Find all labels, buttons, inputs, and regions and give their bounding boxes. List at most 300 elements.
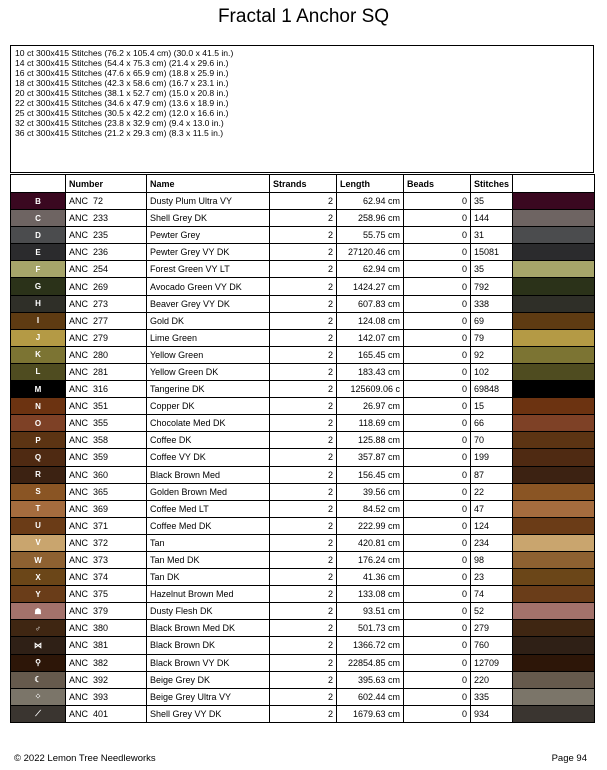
brand-label: ANC	[69, 674, 89, 685]
name-cell: Avocado Green VY DK	[147, 278, 270, 295]
color-swatch	[513, 346, 595, 363]
stitches-cell: 279	[471, 620, 513, 637]
strands-cell: 2	[270, 551, 337, 568]
color-swatch	[513, 363, 595, 380]
symbol-cell: T	[11, 500, 66, 517]
length-cell: 183.43 cm	[337, 363, 404, 380]
table-row	[11, 278, 595, 295]
thread-number: 316	[93, 384, 109, 395]
strands-cell: 2	[270, 705, 337, 722]
length-cell: 39.56 cm	[337, 483, 404, 500]
page-number: Page 94	[551, 753, 587, 764]
thread-number: 379	[93, 606, 109, 617]
thread-number: 358	[93, 435, 109, 446]
brand-label: ANC	[69, 196, 89, 207]
color-swatch	[513, 415, 595, 432]
thread-number: 401	[93, 708, 109, 719]
name-cell: Beige Grey Ultra VY	[147, 688, 270, 705]
length-cell: 125.88 cm	[337, 432, 404, 449]
length-cell: 55.75 cm	[337, 227, 404, 244]
symbol-cell: ☗	[11, 603, 66, 620]
symbol-cell: W	[11, 551, 66, 568]
strands-header: Strands	[270, 175, 337, 193]
beads-cell: 0	[404, 312, 471, 329]
symbol-cell: ⟋	[11, 705, 66, 722]
symbol-cell: J	[11, 329, 66, 346]
name-cell: Coffee DK	[147, 432, 270, 449]
beads-cell: 0	[404, 398, 471, 415]
color-swatch	[513, 517, 595, 534]
name-cell: Hazelnut Brown Med	[147, 586, 270, 603]
number-cell	[66, 654, 147, 671]
thread-number: 269	[93, 281, 109, 292]
color-swatch	[513, 586, 595, 603]
symbol-cell: G	[11, 278, 66, 295]
beads-cell: 0	[404, 193, 471, 210]
length-cell: 41.36 cm	[337, 569, 404, 586]
strands-cell: 2	[270, 534, 337, 551]
symbol-cell: K	[11, 346, 66, 363]
name-cell: Shell Grey VY DK	[147, 705, 270, 722]
color-swatch	[513, 534, 595, 551]
symbol-cell: ☾	[11, 671, 66, 688]
length-cell: 165.45 cm	[337, 346, 404, 363]
table-row	[11, 261, 595, 278]
name-cell: Tan DK	[147, 569, 270, 586]
length-cell: 118.69 cm	[337, 415, 404, 432]
name-cell: Gold DK	[147, 312, 270, 329]
fabric-size-line: 14 ct 300x415 Stitches (54.4 x 75.3 cm) (21.4 x 29.6 in.)	[15, 58, 229, 68]
strands-cell: 2	[270, 517, 337, 534]
strands-cell: 2	[270, 500, 337, 517]
symbol-cell: ⚲	[11, 654, 66, 671]
number-cell	[66, 688, 147, 705]
beads-cell: 0	[404, 534, 471, 551]
length-cell: 420.81 cm	[337, 534, 404, 551]
number-cell	[66, 415, 147, 432]
brand-label: ANC	[69, 401, 89, 412]
number-cell	[66, 551, 147, 568]
strands-cell: 2	[270, 363, 337, 380]
length-cell: 27120.46 cm	[337, 244, 404, 261]
thread-number: 235	[93, 230, 109, 241]
table-row	[11, 586, 595, 603]
strands-cell: 2	[270, 449, 337, 466]
name-cell: Dusty Plum Ultra VY	[147, 193, 270, 210]
brand-label: ANC	[69, 281, 89, 292]
beads-cell: 0	[404, 705, 471, 722]
length-cell: 124.08 cm	[337, 312, 404, 329]
length-cell: 395.63 cm	[337, 671, 404, 688]
color-swatch	[513, 483, 595, 500]
length-cell: 142.07 cm	[337, 329, 404, 346]
length-cell: 156.45 cm	[337, 466, 404, 483]
strands-cell: 2	[270, 312, 337, 329]
stitches-cell: 92	[471, 346, 513, 363]
name-cell: Black Brown VY DK	[147, 654, 270, 671]
number-cell	[66, 210, 147, 227]
strands-cell: 2	[270, 227, 337, 244]
name-cell: Coffee VY DK	[147, 449, 270, 466]
fabric-size-line: 36 ct 300x415 Stitches (21.2 x 29.3 cm) (8.3 x 11.5 in.)	[15, 128, 224, 138]
stitches-cell: 15081	[471, 244, 513, 261]
number-cell	[66, 278, 147, 295]
color-swatch	[513, 688, 595, 705]
table-row	[11, 569, 595, 586]
symbol-cell: O	[11, 415, 66, 432]
beads-cell: 0	[404, 603, 471, 620]
strands-cell: 2	[270, 654, 337, 671]
brand-label: ANC	[69, 572, 89, 583]
brand-label: ANC	[69, 623, 89, 634]
beads-cell: 0	[404, 500, 471, 517]
thread-number: 374	[93, 572, 109, 583]
thread-number: 381	[93, 640, 109, 651]
beads-cell: 0	[404, 244, 471, 261]
table-row	[11, 312, 595, 329]
length-cell: 125609.06 c	[337, 381, 404, 398]
beads-cell: 0	[404, 654, 471, 671]
name-cell: Tan	[147, 534, 270, 551]
table-row	[11, 603, 595, 620]
stitches-cell: 52	[471, 603, 513, 620]
length-cell: 222.99 cm	[337, 517, 404, 534]
table-row	[11, 329, 595, 346]
beads-cell: 0	[404, 449, 471, 466]
brand-label: ANC	[69, 640, 89, 651]
brand-label: ANC	[69, 349, 89, 360]
stitches-cell: 23	[471, 569, 513, 586]
number-cell	[66, 295, 147, 312]
beads-cell: 0	[404, 210, 471, 227]
brand-label: ANC	[69, 606, 89, 617]
name-cell: Black Brown Med DK	[147, 620, 270, 637]
strands-cell: 2	[270, 637, 337, 654]
color-swatch	[513, 500, 595, 517]
color-swatch	[513, 193, 595, 210]
beads-cell: 0	[404, 381, 471, 398]
number-cell	[66, 227, 147, 244]
name-cell: Coffee Med LT	[147, 500, 270, 517]
brand-label: ANC	[69, 589, 89, 600]
number-cell	[66, 381, 147, 398]
thread-number: 365	[93, 486, 109, 497]
table-header-row	[11, 175, 595, 193]
symbol-cell: X	[11, 569, 66, 586]
stitches-cell: 199	[471, 449, 513, 466]
number-cell	[66, 329, 147, 346]
name-cell: Lime Green	[147, 329, 270, 346]
stitches-cell: 87	[471, 466, 513, 483]
stitches-cell: 335	[471, 688, 513, 705]
strands-cell: 2	[270, 278, 337, 295]
stitches-cell: 15	[471, 398, 513, 415]
brand-label: ANC	[69, 213, 89, 224]
name-cell: Coffee Med DK	[147, 517, 270, 534]
length-cell: 602.44 cm	[337, 688, 404, 705]
brand-label: ANC	[69, 366, 89, 377]
symbol-cell: Q	[11, 449, 66, 466]
color-swatch	[513, 449, 595, 466]
beads-cell: 0	[404, 466, 471, 483]
copyright-text: © 2022 Lemon Tree Needleworks	[14, 753, 156, 764]
stitches-cell: 79	[471, 329, 513, 346]
stitches-cell: 234	[471, 534, 513, 551]
table-row	[11, 193, 595, 210]
thread-number: 233	[93, 213, 109, 224]
thread-number: 355	[93, 418, 109, 429]
strands-cell: 2	[270, 483, 337, 500]
beads-cell: 0	[404, 569, 471, 586]
length-cell: 258.96 cm	[337, 210, 404, 227]
fabric-size-line: 25 ct 300x415 Stitches (30.5 x 42.2 cm) (12.0 x 16.6 in.)	[15, 108, 229, 118]
number-cell	[66, 517, 147, 534]
thread-number: 359	[93, 452, 109, 463]
color-swatch	[513, 432, 595, 449]
color-swatch	[513, 329, 595, 346]
fabric-size-line: 18 ct 300x415 Stitches (42.3 x 58.6 cm) (16.7 x 23.1 in.)	[15, 78, 229, 88]
color-swatch	[513, 398, 595, 415]
length-cell: 1679.63 cm	[337, 705, 404, 722]
color-swatch	[513, 603, 595, 620]
stitches-cell: 220	[471, 671, 513, 688]
brand-label: ANC	[69, 469, 89, 480]
table-row	[11, 705, 595, 722]
name-cell: Forest Green VY LT	[147, 261, 270, 278]
thread-number: 382	[93, 657, 109, 668]
beads-cell: 0	[404, 432, 471, 449]
thread-number: 360	[93, 469, 109, 480]
stitches-cell: 35	[471, 193, 513, 210]
length-cell: 176.24 cm	[337, 551, 404, 568]
brand-label: ANC	[69, 247, 89, 258]
strands-cell: 2	[270, 671, 337, 688]
thread-number: 371	[93, 520, 109, 531]
symbol-cell: U	[11, 517, 66, 534]
table-row	[11, 671, 595, 688]
table-row	[11, 432, 595, 449]
number-cell	[66, 466, 147, 483]
stitches-cell: 69848	[471, 381, 513, 398]
beads-cell: 0	[404, 346, 471, 363]
color-swatch	[513, 295, 595, 312]
symbol-cell: E	[11, 244, 66, 261]
beads-cell: 0	[404, 329, 471, 346]
symbol-cell: Y	[11, 586, 66, 603]
fabric-size-line: 32 ct 300x415 Stitches (23.8 x 32.9 cm) (9.4 x 13.0 in.)	[15, 118, 224, 128]
number-cell	[66, 569, 147, 586]
brand-label: ANC	[69, 332, 89, 343]
beads-cell: 0	[404, 637, 471, 654]
number-cell	[66, 449, 147, 466]
length-cell: 62.94 cm	[337, 261, 404, 278]
name-header: Name	[147, 175, 270, 193]
length-header: Length	[337, 175, 404, 193]
strands-cell: 2	[270, 586, 337, 603]
number-cell	[66, 432, 147, 449]
brand-label: ANC	[69, 264, 89, 275]
stitches-cell: 934	[471, 705, 513, 722]
thread-number: 280	[93, 349, 109, 360]
number-cell	[66, 603, 147, 620]
length-cell: 501.73 cm	[337, 620, 404, 637]
length-cell: 84.52 cm	[337, 500, 404, 517]
name-cell: Black Brown DK	[147, 637, 270, 654]
number-cell	[66, 483, 147, 500]
table-row	[11, 346, 595, 363]
table-row	[11, 637, 595, 654]
table-row	[11, 398, 595, 415]
strands-cell: 2	[270, 329, 337, 346]
table-row	[11, 551, 595, 568]
table-row	[11, 620, 595, 637]
name-cell: Black Brown Med	[147, 466, 270, 483]
fabric-size-line: 20 ct 300x415 Stitches (38.1 x 52.7 cm) (15.0 x 20.8 in.)	[15, 88, 229, 98]
thread-number: 393	[93, 691, 109, 702]
length-cell: 133.08 cm	[337, 586, 404, 603]
stitches-cell: 98	[471, 551, 513, 568]
symbol-cell: H	[11, 295, 66, 312]
brand-label: ANC	[69, 435, 89, 446]
table-row	[11, 466, 595, 483]
beads-header: Beads	[404, 175, 471, 193]
thread-legend-table	[10, 174, 595, 723]
beads-cell: 0	[404, 688, 471, 705]
beads-cell: 0	[404, 415, 471, 432]
thread-number: 392	[93, 674, 109, 685]
table-row	[11, 381, 595, 398]
fabric-sizes-box	[10, 45, 594, 173]
symbol-cell: S	[11, 483, 66, 500]
strands-cell: 2	[270, 295, 337, 312]
color-swatch	[513, 210, 595, 227]
color-swatch	[513, 312, 595, 329]
thread-number: 273	[93, 298, 109, 309]
thread-number: 375	[93, 589, 109, 600]
symbol-cell: R	[11, 466, 66, 483]
length-cell: 357.87 cm	[337, 449, 404, 466]
stitches-cell: 124	[471, 517, 513, 534]
thread-number: 254	[93, 264, 109, 275]
number-cell	[66, 261, 147, 278]
stitches-header: Stitches	[471, 175, 513, 193]
name-cell: Beige Grey DK	[147, 671, 270, 688]
stitches-cell: 144	[471, 210, 513, 227]
beads-cell: 0	[404, 363, 471, 380]
stitches-cell: 22	[471, 483, 513, 500]
stitches-cell: 69	[471, 312, 513, 329]
table-row	[11, 244, 595, 261]
beads-cell: 0	[404, 227, 471, 244]
name-cell: Tan Med DK	[147, 551, 270, 568]
name-cell: Chocolate Med DK	[147, 415, 270, 432]
name-cell: Beaver Grey VY DK	[147, 295, 270, 312]
strands-cell: 2	[270, 415, 337, 432]
beads-cell: 0	[404, 671, 471, 688]
symbol-cell: L	[11, 363, 66, 380]
fabric-size-line: 22 ct 300x415 Stitches (34.6 x 47.9 cm) (13.6 x 18.9 in.)	[15, 98, 229, 108]
number-cell	[66, 586, 147, 603]
table-row	[11, 500, 595, 517]
symbol-cell: V	[11, 534, 66, 551]
table-row	[11, 654, 595, 671]
strands-cell: 2	[270, 432, 337, 449]
symbol-cell: F	[11, 261, 66, 278]
stitches-cell: 792	[471, 278, 513, 295]
number-header: Number	[66, 175, 147, 193]
beads-cell: 0	[404, 586, 471, 603]
stitches-cell: 102	[471, 363, 513, 380]
symbol-cell: D	[11, 227, 66, 244]
name-cell: Shell Grey DK	[147, 210, 270, 227]
color-swatch	[513, 654, 595, 671]
strands-cell: 2	[270, 346, 337, 363]
fabric-size-line: 10 ct 300x415 Stitches (76.2 x 105.4 cm) (30.0 x 41.5 in.)	[15, 48, 234, 58]
thread-number: 369	[93, 503, 109, 514]
number-cell	[66, 534, 147, 551]
brand-label: ANC	[69, 520, 89, 531]
length-cell: 1366.72 cm	[337, 637, 404, 654]
color-swatch	[513, 551, 595, 568]
brand-label: ANC	[69, 486, 89, 497]
brand-label: ANC	[69, 691, 89, 702]
brand-label: ANC	[69, 418, 89, 429]
table-row	[11, 534, 595, 551]
color-swatch	[513, 637, 595, 654]
strands-cell: 2	[270, 569, 337, 586]
stitches-cell: 70	[471, 432, 513, 449]
stitches-cell: 66	[471, 415, 513, 432]
thread-number: 380	[93, 623, 109, 634]
stitches-cell: 74	[471, 586, 513, 603]
number-cell	[66, 193, 147, 210]
brand-label: ANC	[69, 657, 89, 668]
table-row	[11, 688, 595, 705]
symbol-cell: ⋈	[11, 637, 66, 654]
page-title: Fractal 1 Anchor SQ	[217, 6, 390, 27]
color-swatch	[513, 261, 595, 278]
brand-label: ANC	[69, 315, 89, 326]
symbol-cell: N	[11, 398, 66, 415]
table-row	[11, 227, 595, 244]
brand-label: ANC	[69, 384, 89, 395]
stitches-cell: 47	[471, 500, 513, 517]
name-cell: Pewter Grey VY DK	[147, 244, 270, 261]
length-cell: 607.83 cm	[337, 295, 404, 312]
symbol-cell: P	[11, 432, 66, 449]
length-cell: 26.97 cm	[337, 398, 404, 415]
brand-label: ANC	[69, 452, 89, 463]
brand-label: ANC	[69, 230, 89, 241]
name-cell: Golden Brown Med	[147, 483, 270, 500]
brand-label: ANC	[69, 708, 89, 719]
color-swatch	[513, 244, 595, 261]
beads-cell: 0	[404, 261, 471, 278]
swatch-header	[513, 175, 595, 193]
number-cell	[66, 398, 147, 415]
symbol-cell: ⁘	[11, 688, 66, 705]
brand-label: ANC	[69, 555, 89, 566]
thread-number: 72	[93, 196, 104, 207]
strands-cell: 2	[270, 398, 337, 415]
name-cell: Yellow Green	[147, 346, 270, 363]
table-row	[11, 363, 595, 380]
number-cell	[66, 705, 147, 722]
strands-cell: 2	[270, 244, 337, 261]
number-cell	[66, 500, 147, 517]
table-row	[11, 295, 595, 312]
strands-cell: 2	[270, 688, 337, 705]
